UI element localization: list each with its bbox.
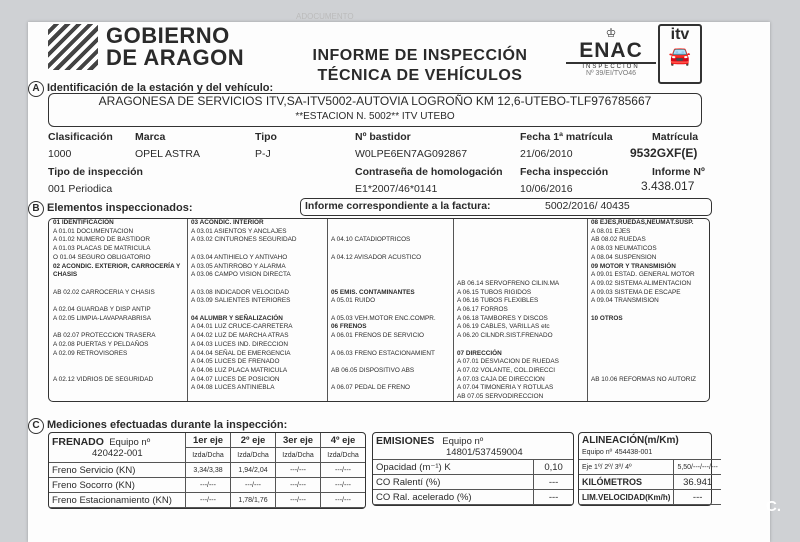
inspection-item: A 02.09 RETROVISORES xyxy=(53,349,128,357)
inspection-item xyxy=(457,236,589,245)
title-line2: TÉCNICA DE VEHÍCULOS xyxy=(317,67,523,84)
inspection-item: A 06.19 CABLES, VARILLAS etc xyxy=(457,323,550,331)
section-c-title: Mediciones efectuadas durante la inspección: xyxy=(47,419,288,431)
inspection-item: A 06.15 TUBOS RIGIDOS xyxy=(457,288,532,296)
inspection-item: A 03.06 CAMPO VISION DIRECTA xyxy=(191,271,291,279)
inspection-item xyxy=(53,358,183,367)
inspection-item xyxy=(591,367,709,376)
frenado-value: ---/--- xyxy=(321,478,365,493)
axle-header-1: 1er eje xyxy=(186,433,231,448)
inspection-item: A 04.01 LUZ CRUCE-CARRETERA xyxy=(191,323,293,331)
emisiones-value: --- xyxy=(534,475,573,490)
section-b-heading xyxy=(28,201,192,217)
inspection-item: A 06.03 FRENO ESTACIONAMIENT xyxy=(331,349,435,357)
frenado-value: 1,94/2,04 xyxy=(231,463,276,478)
inspection-item: A 04.05 LUCES DE FRENADO xyxy=(191,358,280,366)
inspection-item: AB 02.02 CARROCERIA Y CHASIS xyxy=(53,288,155,296)
title-line1: INFORME DE INSPECCIÓN xyxy=(312,47,528,64)
label-fecha-matricula: Fecha 1ª matrícula xyxy=(520,131,613,143)
side-label: Izda/Dcha xyxy=(321,448,365,463)
inspection-item xyxy=(457,245,589,254)
logo-line1: GOBIERNO xyxy=(106,23,230,48)
inspection-item: AB 07.05 SERVODIRECCION xyxy=(457,393,544,401)
inspection-item xyxy=(331,263,455,272)
inspection-item xyxy=(591,358,709,367)
side-label: Izda/Dcha xyxy=(231,448,276,463)
frenado-value: ---/--- xyxy=(321,463,365,478)
value-matricula: 9532GXF(E) xyxy=(630,146,698,160)
watermark: C. xyxy=(766,498,781,515)
emisiones-table xyxy=(372,432,574,506)
label-marca: Marca xyxy=(135,131,166,143)
elements-column xyxy=(587,219,709,401)
car-icon: 🚘 xyxy=(668,46,692,66)
table-row xyxy=(49,463,365,478)
inspection-item: A 03.01 ASIENTOS Y ANCLAJES xyxy=(191,227,287,235)
inspection-item: A 04.12 AVISADOR ACUSTICO xyxy=(331,253,422,261)
value-informe: 3.438.017 xyxy=(641,179,695,193)
inspection-item xyxy=(457,228,589,237)
value-marca: OPEL ASTRA xyxy=(135,148,200,160)
inspection-item: A 09.03 SISTEMA DE ESCAPE xyxy=(591,288,681,296)
table-row xyxy=(373,490,573,505)
inspection-item xyxy=(191,280,329,289)
inspection-item: A 03.08 INDICADOR VELOCIDAD xyxy=(191,288,290,296)
axle-header-4: 4º eje xyxy=(321,433,365,448)
inspection-item: A 06.07 PEDAL DE FRENO xyxy=(331,384,410,392)
table-row xyxy=(49,493,365,508)
inspection-item: A 08.01 EJES xyxy=(591,227,631,235)
inspection-item: 02 ACONDIC. EXTERIOR, CARROCERÍA Y CHASIS xyxy=(53,262,181,279)
frenado-value: ---/--- xyxy=(186,478,231,493)
frenado-value: ---/--- xyxy=(276,463,321,478)
inspection-item: A 02.08 PUERTAS Y PELDAÑOS xyxy=(53,340,149,348)
value-contrasena: E1*2007/46*0141 xyxy=(355,183,438,195)
velocidad-label: LIM.VELOCIDAD(Km/h) xyxy=(579,490,674,505)
emisiones-value: 0,10 xyxy=(534,460,573,475)
km-value: 36.941 xyxy=(674,475,721,490)
inspection-item: A 06.17 FORROS xyxy=(457,306,508,314)
section-a-title: Identificación de la estación y del vehículo: xyxy=(47,82,274,94)
itv-label: itv xyxy=(670,26,690,43)
logo-line2: DE ARAGON xyxy=(106,45,245,70)
label-tipo-inspeccion: Tipo de inspección xyxy=(48,166,143,178)
inspection-item: AB 10.06 REFORMAS NO AUTORIZ xyxy=(591,375,696,383)
inspection-item xyxy=(331,280,455,289)
inspection-item xyxy=(331,306,455,315)
inspection-item: A 06.18 TAMBORES Y DISCOS xyxy=(457,314,548,322)
station-line2: **ESTACION N. 5002** ITV UTEBO xyxy=(295,111,455,122)
inspection-item xyxy=(53,367,183,376)
inspection-item xyxy=(331,271,455,280)
inspection-item: A 02.05 LIMPIA-LAVAPARABRISA xyxy=(53,314,152,322)
label-informe: Informe Nº xyxy=(652,166,705,178)
table-row xyxy=(579,460,721,475)
label-fecha-inspeccion: Fecha inspección xyxy=(520,166,609,178)
value-clasificacion: 1000 xyxy=(48,148,72,160)
value-fecha-inspeccion: 10/06/2016 xyxy=(520,183,573,195)
frenado-value: ---/--- xyxy=(276,493,321,508)
inspection-item xyxy=(331,219,455,228)
inspection-item xyxy=(191,245,329,254)
value-tipo-inspeccion: 001 Periodica xyxy=(48,183,113,195)
inspection-item: A 04.04 SEÑAL DE EMERGENCIA xyxy=(191,349,291,357)
gobierno-aragon-logo xyxy=(48,24,244,70)
label-tipo: Tipo xyxy=(255,131,277,143)
itv-logo xyxy=(658,24,702,84)
label-matricula: Matrícula xyxy=(652,131,699,143)
inspection-item: 01 IDENTIFICACIÓN xyxy=(53,219,114,226)
frenado-title: FRENADO xyxy=(52,436,104,448)
inspection-item: AB 02.07 PROTECCION TRASERA xyxy=(53,332,156,340)
frenado-table xyxy=(48,432,366,509)
alineacion-axles-label: Eje 1º/ 2º/ 3º/ 4º xyxy=(579,460,674,475)
inspection-item: A 07.01 DESVIACION DE RUEDAS xyxy=(457,358,559,366)
section-b-title: Elementos inspeccionados: xyxy=(47,202,193,214)
alineacion-equipo-label: Equipo nº xyxy=(582,449,613,456)
inspection-item xyxy=(457,219,589,228)
inspection-item: A 04.02 LUZ DE MARCHA ATRAS xyxy=(191,332,289,340)
inspection-item: A 06.01 FRENOS DE SERVICIO xyxy=(331,332,424,340)
velocidad-value: --- xyxy=(674,490,721,505)
table-row xyxy=(373,460,573,475)
factura-value: 5002/2016/ 40435 xyxy=(545,200,630,212)
inspection-item: A 08.03 NEUMATICOS xyxy=(591,245,657,253)
enac-number: Nº 39/EI/TVO46 xyxy=(585,70,637,77)
emisiones-row-label: CO Ralentí (%) xyxy=(373,475,534,490)
section-c-letter: C xyxy=(28,418,44,434)
inspection-item: A 05.03 VEH.MOTOR ENC.COMPR. xyxy=(331,314,436,322)
elements-column xyxy=(187,219,329,401)
alineacion-equipo-value: 454438-001 xyxy=(614,449,653,456)
label-clasificacion: Clasificación xyxy=(48,131,113,143)
axle-header-2: 2º eje xyxy=(231,433,276,448)
faded-stamp: ADOCUMENTO xyxy=(296,12,354,21)
inspection-item: AB 06.14 SERVOFRENO CILIN.MA xyxy=(457,279,560,287)
station-line1: ARAGONESA DE SERVICIOS ITV,SA-ITV5002-AUTOVIA LOGROÑO KM 12,6-UTEBO-TLF976785667 xyxy=(98,94,652,108)
alineacion-axles-value: 5,50/---/---/--- xyxy=(674,460,721,475)
inspection-item: AB 06.05 DISPOSITIVO ABS xyxy=(331,366,415,374)
enac-name: ENAC xyxy=(566,40,656,64)
inspection-item: A 01.02 NUMERO DE BASTIDOR xyxy=(53,236,150,244)
emisiones-equipo-label: Equipo nº xyxy=(442,435,484,447)
value-tipo: P-J xyxy=(255,148,271,160)
emisiones-value: --- xyxy=(534,490,573,505)
frenado-value: ---/--- xyxy=(276,478,321,493)
side-label: Izda/Dcha xyxy=(276,448,321,463)
frenado-row-label: Freno Servicio (KN) xyxy=(49,463,186,478)
emisiones-row-label: Opacidad (m⁻¹) K xyxy=(373,460,534,475)
inspection-item xyxy=(53,323,183,332)
inspection-item: A 02.04 GUARDAB Y DISP ANTIP xyxy=(53,306,151,314)
inspection-item xyxy=(591,332,709,341)
inspection-item: A 01.01 DOCUMENTACION xyxy=(53,227,134,235)
section-b-letter: B xyxy=(28,201,44,217)
value-fecha-matricula: 21/06/2010 xyxy=(520,148,573,160)
km-label: KILÓMETROS xyxy=(579,475,674,490)
frenado-equipo-label: Equipo nº xyxy=(109,437,151,448)
inspection-item xyxy=(591,306,709,315)
elements-grid xyxy=(48,218,710,402)
frenado-row-label: Freno Socorro (KN) xyxy=(49,478,186,493)
inspection-item xyxy=(53,297,183,306)
inspection-item: A 09.02 SISTEMA ALIMENTACION xyxy=(591,279,692,287)
inspection-item: A 05.01 RUIDO xyxy=(331,297,376,305)
enac-logo xyxy=(566,26,656,77)
factura-label: Informe correspondiente a la factura: xyxy=(305,200,491,212)
inspection-item: 08 EJES,RUEDAS,NEUMÁT.SUSP. xyxy=(591,219,694,226)
frenado-value: ---/--- xyxy=(321,493,365,508)
emisiones-row-label: CO Ral. acelerado (%) xyxy=(373,490,534,505)
inspection-item: 03 ACONDIC. INTERIOR xyxy=(191,219,264,226)
inspection-item: A 04.06 LUZ PLACA MATRICULA xyxy=(191,366,288,374)
emisiones-equipo-value: 14801/537459004 xyxy=(446,446,523,458)
emisiones-title: EMISIONES xyxy=(376,434,435,447)
table-row xyxy=(49,478,365,493)
inspection-item: A 09.04 TRANSMISION xyxy=(591,297,659,305)
inspection-item: A 03.04 ANTIHIELO Y ANTIVAHO xyxy=(191,253,288,261)
inspection-item xyxy=(331,341,455,350)
enac-sub: INSPECCIÓN xyxy=(582,64,640,70)
inspection-item xyxy=(331,376,455,385)
inspection-item xyxy=(591,341,709,350)
elements-column xyxy=(453,219,589,401)
inspection-item xyxy=(53,280,183,289)
inspection-item xyxy=(591,323,709,332)
inspection-item: A 02.12 VIDRIOS DE SEGURIDAD xyxy=(53,375,154,383)
inspection-item xyxy=(457,254,589,263)
inspection-item xyxy=(331,245,455,254)
inspection-item: AB 08.02 RUEDAS xyxy=(591,236,646,244)
label-bastidor: Nº bastidor xyxy=(355,131,411,143)
inspection-item xyxy=(457,263,589,272)
inspection-item xyxy=(331,358,455,367)
factura-box xyxy=(300,198,712,216)
inspection-item: A 07.02 VOLANTE, COL.DIRECCI xyxy=(457,366,556,374)
inspection-item: 09 MOTOR Y TRANSMISIÓN xyxy=(591,262,676,270)
inspection-item: A 04.10 CATADIOPTRICOS xyxy=(331,236,411,244)
report-title xyxy=(300,46,540,86)
crown-icon: ♔ xyxy=(605,26,617,40)
frenado-value: 3,34/3,38 xyxy=(186,463,231,478)
inspection-item: A 03.02 CINTURONES SEGURIDAD xyxy=(191,236,297,244)
inspection-item: A 07.03 CAJA DE DIRECCION xyxy=(457,375,545,383)
inspection-item: 10 OTROS xyxy=(591,314,623,322)
label-contrasena: Contraseña de homologación xyxy=(355,166,503,178)
inspection-item xyxy=(457,271,589,280)
alineacion-title: ALINEACIÓN(m/Km) xyxy=(582,435,679,446)
inspection-item xyxy=(457,341,589,350)
inspection-item: 04 ALUMBR Y SEÑALIZACIÓN xyxy=(191,314,283,322)
frenado-value: ---/--- xyxy=(231,478,276,493)
station-box xyxy=(48,93,702,127)
inspection-item: A 04.08 LUCES ANTINIEBLA xyxy=(191,384,275,392)
table-row xyxy=(373,475,573,490)
frenado-row-label: Freno Estacionamiento (KN) xyxy=(49,493,186,508)
inspection-item: A 07.04 TIMONERIA Y ROTULAS xyxy=(457,384,554,392)
elements-column xyxy=(53,219,183,401)
inspection-item: O 01.04 SEGURO OBLIGATORIO xyxy=(53,253,151,261)
inspection-item: A 09.01 ESTAD. GENERAL MOTOR xyxy=(591,271,695,279)
aragon-stripes-icon xyxy=(48,24,98,70)
inspection-item: A 08.04 SUSPENSION xyxy=(591,253,657,261)
inspection-item: A 06.16 TUBOS FLEXIBLES xyxy=(457,297,539,305)
inspection-item: 07 DIRECCIÓN xyxy=(457,349,502,357)
table-row xyxy=(579,490,721,505)
inspection-item xyxy=(591,350,709,359)
inspection-item: 06 FRENOS xyxy=(331,323,367,331)
inspection-item: A 01.03 PLACAS DE MATRICULA xyxy=(53,245,151,253)
table-row xyxy=(579,475,721,490)
value-bastidor: W0LPE6EN7AG092867 xyxy=(355,148,468,160)
inspection-item: A 06.20 CILNDR.SIST.FRENADO xyxy=(457,332,553,340)
inspection-item: A 04.07 LUCES DE POSICION xyxy=(191,375,280,383)
side-label: Izda/Dcha xyxy=(186,448,231,463)
elements-column xyxy=(327,219,455,401)
frenado-equipo-value: 420422-001 xyxy=(92,448,143,459)
inspection-item xyxy=(191,306,329,315)
inspection-item: A 03.05 ANTIRROBO Y ALARMA xyxy=(191,262,286,270)
frenado-value: 1,78/1,76 xyxy=(231,493,276,508)
alineacion-table xyxy=(578,432,718,506)
inspection-item: 05 EMIS. CONTAMINANTES xyxy=(331,288,415,296)
section-a-letter: A xyxy=(28,81,44,97)
inspection-item: A 04.03 LUCES IND. DIRECCION xyxy=(191,340,288,348)
inspection-item: A 03.09 SALIENTES INTERIORES xyxy=(191,297,291,305)
frenado-value: ---/--- xyxy=(186,493,231,508)
inspection-item xyxy=(331,228,455,237)
axle-header-3: 3er eje xyxy=(276,433,321,448)
